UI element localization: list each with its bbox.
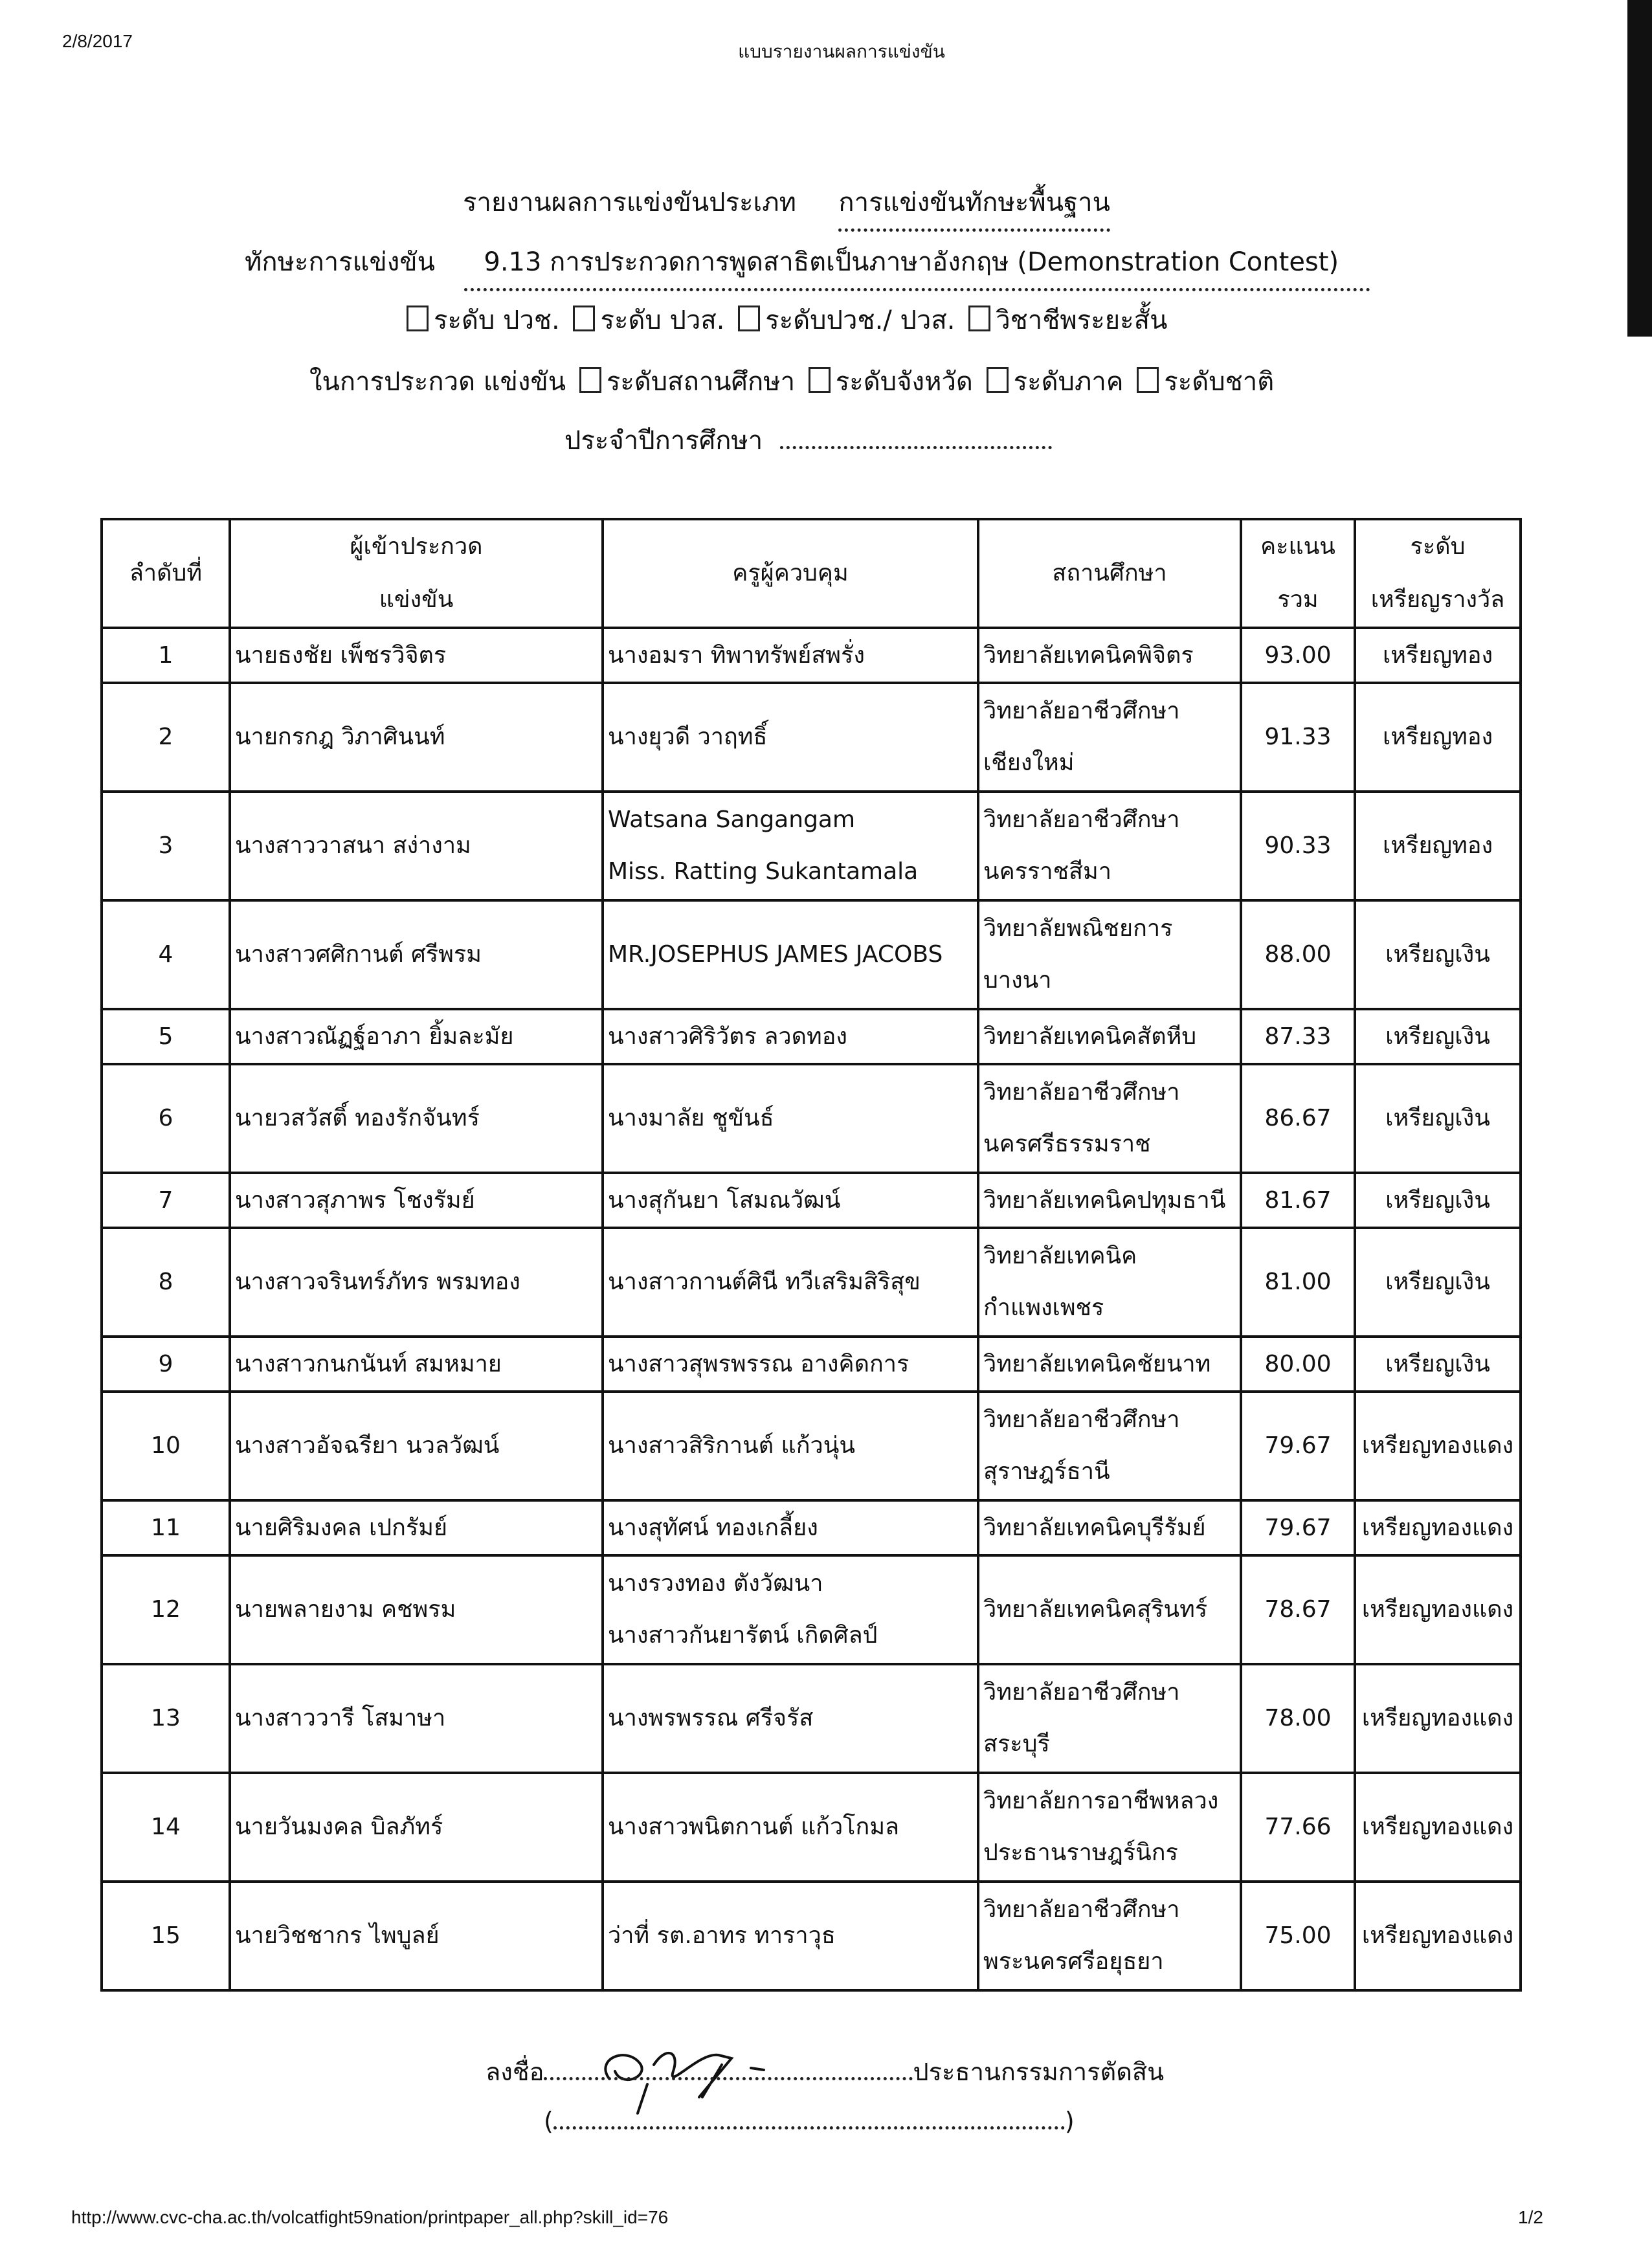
checkbox-level-2[interactable] xyxy=(573,306,595,331)
report-type-dots xyxy=(838,223,1110,232)
advisor-name: นางอมรา ทิพาทรัพย์สพรั่ง xyxy=(603,628,978,683)
table-row xyxy=(102,628,1521,683)
checkbox-contest-3[interactable] xyxy=(987,367,1009,393)
row-number: 2 xyxy=(102,683,230,792)
close-paren: ) xyxy=(1064,2107,1075,2135)
total-score: 93.00 xyxy=(1241,628,1355,683)
contest-label: ในการประกวด แข่งขัน xyxy=(309,367,566,397)
table-row xyxy=(102,1882,1521,1990)
row-number: 1 xyxy=(102,628,230,683)
award-level: เหรียญเงิน xyxy=(1355,1173,1521,1228)
institution-name: วิทยาลัยอาชีวศึกษา สุราษฎร์ธานี xyxy=(978,1392,1241,1500)
table-row xyxy=(102,1173,1521,1228)
year-dots xyxy=(780,441,1052,449)
total-score: 78.67 xyxy=(1241,1555,1355,1664)
award-level: เหรียญทองแดง xyxy=(1355,1773,1521,1882)
total-score: 75.00 xyxy=(1241,1882,1355,1990)
total-score: 80.00 xyxy=(1241,1337,1355,1392)
award-level: เหรียญเงิน xyxy=(1355,900,1521,1009)
header-advisor: ครูผู้ควบคุม xyxy=(603,519,978,628)
print-header-title: แบบรายงานผลการแข่งขัน xyxy=(738,41,945,62)
advisor-name: นางสุกันยา โสมณวัฒน์ xyxy=(603,1173,978,1228)
level-1-label: ระดับ ปวช. xyxy=(434,306,560,335)
institution-name: วิทยาลัยอาชีวศึกษา เชียงใหม่ xyxy=(978,683,1241,792)
institution-name: วิทยาลัยการอาชีพหลวง ประธานราษฎร์นิกร xyxy=(978,1773,1241,1882)
scan-edge-mark xyxy=(1627,0,1652,337)
advisor-name: MR.JOSEPHUS JAMES JACOBS xyxy=(603,900,978,1009)
report-type-value: การแข่งขันทักษะพื้นฐาน xyxy=(838,188,1110,217)
table-row xyxy=(102,1064,1521,1173)
row-number: 5 xyxy=(102,1009,230,1064)
table-row xyxy=(102,1009,1521,1064)
contestant-name: นางสาวจรินทร์ภัทร พรมทอง xyxy=(230,1228,603,1337)
institution-name: วิทยาลัยอาชีวศึกษา นครราชสีมา xyxy=(978,792,1241,900)
sign-label: ลงชื่อ xyxy=(486,2058,544,2086)
award-level: เหรียญเงิน xyxy=(1355,1064,1521,1173)
advisor-name: นางสาวพนิตกานต์ แก้วโกมล xyxy=(603,1773,978,1882)
award-level: เหรียญเงิน xyxy=(1355,1228,1521,1337)
institution-name: วิทยาลัยเทคนิคชัยนาท xyxy=(978,1337,1241,1392)
footer-url: http://www.cvc-cha.ac.th/volcatfight59nation/printpaper_all.php?skill_id=76 xyxy=(71,2207,669,2227)
advisor-name: นางรวงทอง ตังวัฒนา นางสาวกันยารัตน์ เกิดศิลป์ xyxy=(603,1555,978,1664)
institution-name: วิทยาลัยอาชีวศึกษา นครศรีธรรมราช xyxy=(978,1064,1241,1173)
advisor-name: นางยุวดี วาฤทธิ์ xyxy=(603,683,978,792)
award-level: เหรียญทองแดง xyxy=(1355,1555,1521,1664)
row-number: 6 xyxy=(102,1064,230,1173)
contestant-name: นางสาวอัจฉรียา นวลวัฒน์ xyxy=(230,1392,603,1500)
row-number: 14 xyxy=(102,1773,230,1882)
level-2-label: ระดับ ปวส. xyxy=(600,306,725,335)
row-number: 4 xyxy=(102,900,230,1009)
skill-dots xyxy=(464,283,1370,291)
contestant-name: นายศิริมงคล เปกรัมย์ xyxy=(230,1500,603,1555)
row-number: 15 xyxy=(102,1882,230,1990)
award-level: เหรียญทอง xyxy=(1355,683,1521,792)
contest-level-2-label: ระดับจังหวัด xyxy=(835,367,973,397)
contestant-name: นายพลายงาม คชพรม xyxy=(230,1555,603,1664)
header-score: คะแนน รวม xyxy=(1241,519,1355,628)
checkbox-level-4[interactable] xyxy=(968,306,990,331)
contestant-name: นายธงชัย เพ็ชรวิจิตร xyxy=(230,628,603,683)
contestant-name: นางสาววารี โสมาษา xyxy=(230,1664,603,1773)
award-level: เหรียญทอง xyxy=(1355,792,1521,900)
header-award: ระดับ เหรียญรางวัล xyxy=(1355,519,1521,628)
total-score: 86.67 xyxy=(1241,1064,1355,1173)
skill-label: ทักษะการแข่งขัน xyxy=(245,247,435,277)
table-row xyxy=(102,1773,1521,1882)
results-body xyxy=(102,628,1521,1990)
institution-name: วิทยาลัยเทคนิคปทุมธานี xyxy=(978,1173,1241,1228)
institution-name: วิทยาลัยพณิชยการ บางนา xyxy=(978,900,1241,1009)
award-level: เหรียญทองแดง xyxy=(1355,1500,1521,1555)
table-header-row xyxy=(102,519,1521,628)
advisor-name: นางสาวศิริวัตร ลวดทอง xyxy=(603,1009,978,1064)
table-row xyxy=(102,1228,1521,1337)
contest-level-line xyxy=(309,361,1274,402)
level-3-label: ระดับปวช./ ปวส. xyxy=(765,306,955,335)
total-score: 79.67 xyxy=(1241,1500,1355,1555)
results-table xyxy=(100,518,1522,1992)
report-type-line xyxy=(463,181,1110,223)
contest-level-3-label: ระดับภาค xyxy=(1013,367,1124,397)
table-row xyxy=(102,1337,1521,1392)
institution-name: วิทยาลัยเทคนิคสัตหีบ xyxy=(978,1009,1241,1064)
contest-level-1-label: ระดับสถานศึกษา xyxy=(606,367,796,397)
total-score: 77.66 xyxy=(1241,1773,1355,1882)
checkbox-contest-2[interactable] xyxy=(809,367,831,393)
total-score: 79.67 xyxy=(1241,1392,1355,1500)
advisor-name: ว่าที่ รต.อาทร ทาราวุธ xyxy=(603,1882,978,1990)
row-number: 3 xyxy=(102,792,230,900)
institution-name: วิทยาลัยอาชีวศึกษา พระนครศรีอยุธยา xyxy=(978,1882,1241,1990)
award-level: เหรียญทองแดง xyxy=(1355,1392,1521,1500)
contestant-name: นางสาวณัฏฐ์อาภา ยิ้มละมัย xyxy=(230,1009,603,1064)
institution-name: วิทยาลัยเทคนิคพิจิตร xyxy=(978,628,1241,683)
table-row xyxy=(102,792,1521,900)
advisor-name: นางสุทัศน์ ทองเกลี้ยง xyxy=(603,1500,978,1555)
row-number: 8 xyxy=(102,1228,230,1337)
advisor-name: นางพรพรรณ ศรีจรัส xyxy=(603,1664,978,1773)
total-score: 81.00 xyxy=(1241,1228,1355,1337)
checkbox-contest-4[interactable] xyxy=(1137,367,1159,393)
checkbox-contest-1[interactable] xyxy=(579,367,601,393)
print-date: 2/8/2017 xyxy=(62,31,133,51)
year-line xyxy=(564,419,1052,461)
contest-level-4-label: ระดับชาติ xyxy=(1164,367,1275,397)
skill-line xyxy=(245,241,1339,282)
total-score: 81.67 xyxy=(1241,1173,1355,1228)
total-score: 88.00 xyxy=(1241,900,1355,1009)
table-row xyxy=(102,1664,1521,1773)
row-number: 9 xyxy=(102,1337,230,1392)
award-level: เหรียญเงิน xyxy=(1355,1009,1521,1064)
checkbox-level-3[interactable] xyxy=(738,306,760,331)
table-row xyxy=(102,1500,1521,1555)
total-score: 87.33 xyxy=(1241,1009,1355,1064)
signature-line xyxy=(486,2052,1164,2091)
contestant-name: นางสาวสุภาพร โชงรัมย์ xyxy=(230,1173,603,1228)
total-score: 78.00 xyxy=(1241,1664,1355,1773)
level-checkboxes xyxy=(401,299,1167,340)
advisor-name: นางสาวสุพรพรรณ อางคิดการ xyxy=(603,1337,978,1392)
contestant-name: นายวสวัสติ์ ทองรักจันทร์ xyxy=(230,1064,603,1173)
award-level: เหรียญทองแดง xyxy=(1355,1664,1521,1773)
table-row xyxy=(102,1555,1521,1664)
table-row xyxy=(102,683,1521,792)
level-4-label: วิชาชีพระยะสั้น xyxy=(996,306,1168,335)
skill-value: 9.13 การประกวดการพูดสาธิตเป็นภาษาอังกฤษ (Demonstration Contest) xyxy=(484,247,1339,277)
row-number: 12 xyxy=(102,1555,230,1664)
skill-value-wrap xyxy=(484,241,1339,282)
advisor-name: นางสาวสิริกานต์ แก้วนุ่น xyxy=(603,1392,978,1500)
award-level: เหรียญเงิน xyxy=(1355,1337,1521,1392)
signer-name-dots xyxy=(553,2121,1065,2129)
report-type-label: รายงานผลการแข่งขันประเภท xyxy=(463,188,796,217)
advisor-name: นางสาวกานต์ศินี ทวีเสริมสิริสุข xyxy=(603,1228,978,1337)
header-institution: สถานศึกษา xyxy=(978,519,1241,628)
header-no: ลำดับที่ xyxy=(102,519,230,628)
signer-name-line xyxy=(544,2107,1075,2135)
table-row xyxy=(102,1392,1521,1500)
institution-name: วิทยาลัยเทคนิคบุรีรัมย์ xyxy=(978,1500,1241,1555)
row-number: 11 xyxy=(102,1500,230,1555)
year-label: ประจำปีการศึกษา xyxy=(564,426,763,456)
contestant-name: นายวันมงคล บิลภัทร์ xyxy=(230,1773,603,1882)
signer-role: ประธานกรรมการตัดสิน xyxy=(913,2058,1165,2086)
advisor-name: Watsana Sangangam Miss. Ratting Sukantamala xyxy=(603,792,978,900)
advisor-name: นางมาลัย ชูขันธ์ xyxy=(603,1064,978,1173)
report-type-value-wrap xyxy=(838,181,1110,223)
sign-dots xyxy=(544,2072,913,2080)
header-contestant: ผู้เข้าประกวด แข่งขัน xyxy=(230,519,603,628)
contestant-name: นายวิชชากร ไพบูลย์ xyxy=(230,1882,603,1990)
institution-name: วิทยาลัยอาชีวศึกษา สระบุรี xyxy=(978,1664,1241,1773)
award-level: เหรียญทอง xyxy=(1355,628,1521,683)
checkbox-level-1[interactable] xyxy=(407,306,429,331)
institution-name: วิทยาลัยเทคนิคสุรินทร์ xyxy=(978,1555,1241,1664)
row-number: 13 xyxy=(102,1664,230,1773)
total-score: 91.33 xyxy=(1241,683,1355,792)
institution-name: วิทยาลัยเทคนิค กำแพงเพชร xyxy=(978,1228,1241,1337)
open-paren: ( xyxy=(544,2107,553,2135)
contestant-name: นางสาวกนกนันท์ สมหมาย xyxy=(230,1337,603,1392)
contestant-name: นางสาวศศิกานต์ ศรีพรม xyxy=(230,900,603,1009)
contestant-name: นายกรกฎ วิภาศินนท์ xyxy=(230,683,603,792)
row-number: 10 xyxy=(102,1392,230,1500)
row-number: 7 xyxy=(102,1173,230,1228)
award-level: เหรียญทองแดง xyxy=(1355,1882,1521,1990)
contestant-name: นางสาววาสนา สง่างาม xyxy=(230,792,603,900)
table-row xyxy=(102,900,1521,1009)
footer-page-number: 1/2 xyxy=(1518,2207,1543,2227)
total-score: 90.33 xyxy=(1241,792,1355,900)
